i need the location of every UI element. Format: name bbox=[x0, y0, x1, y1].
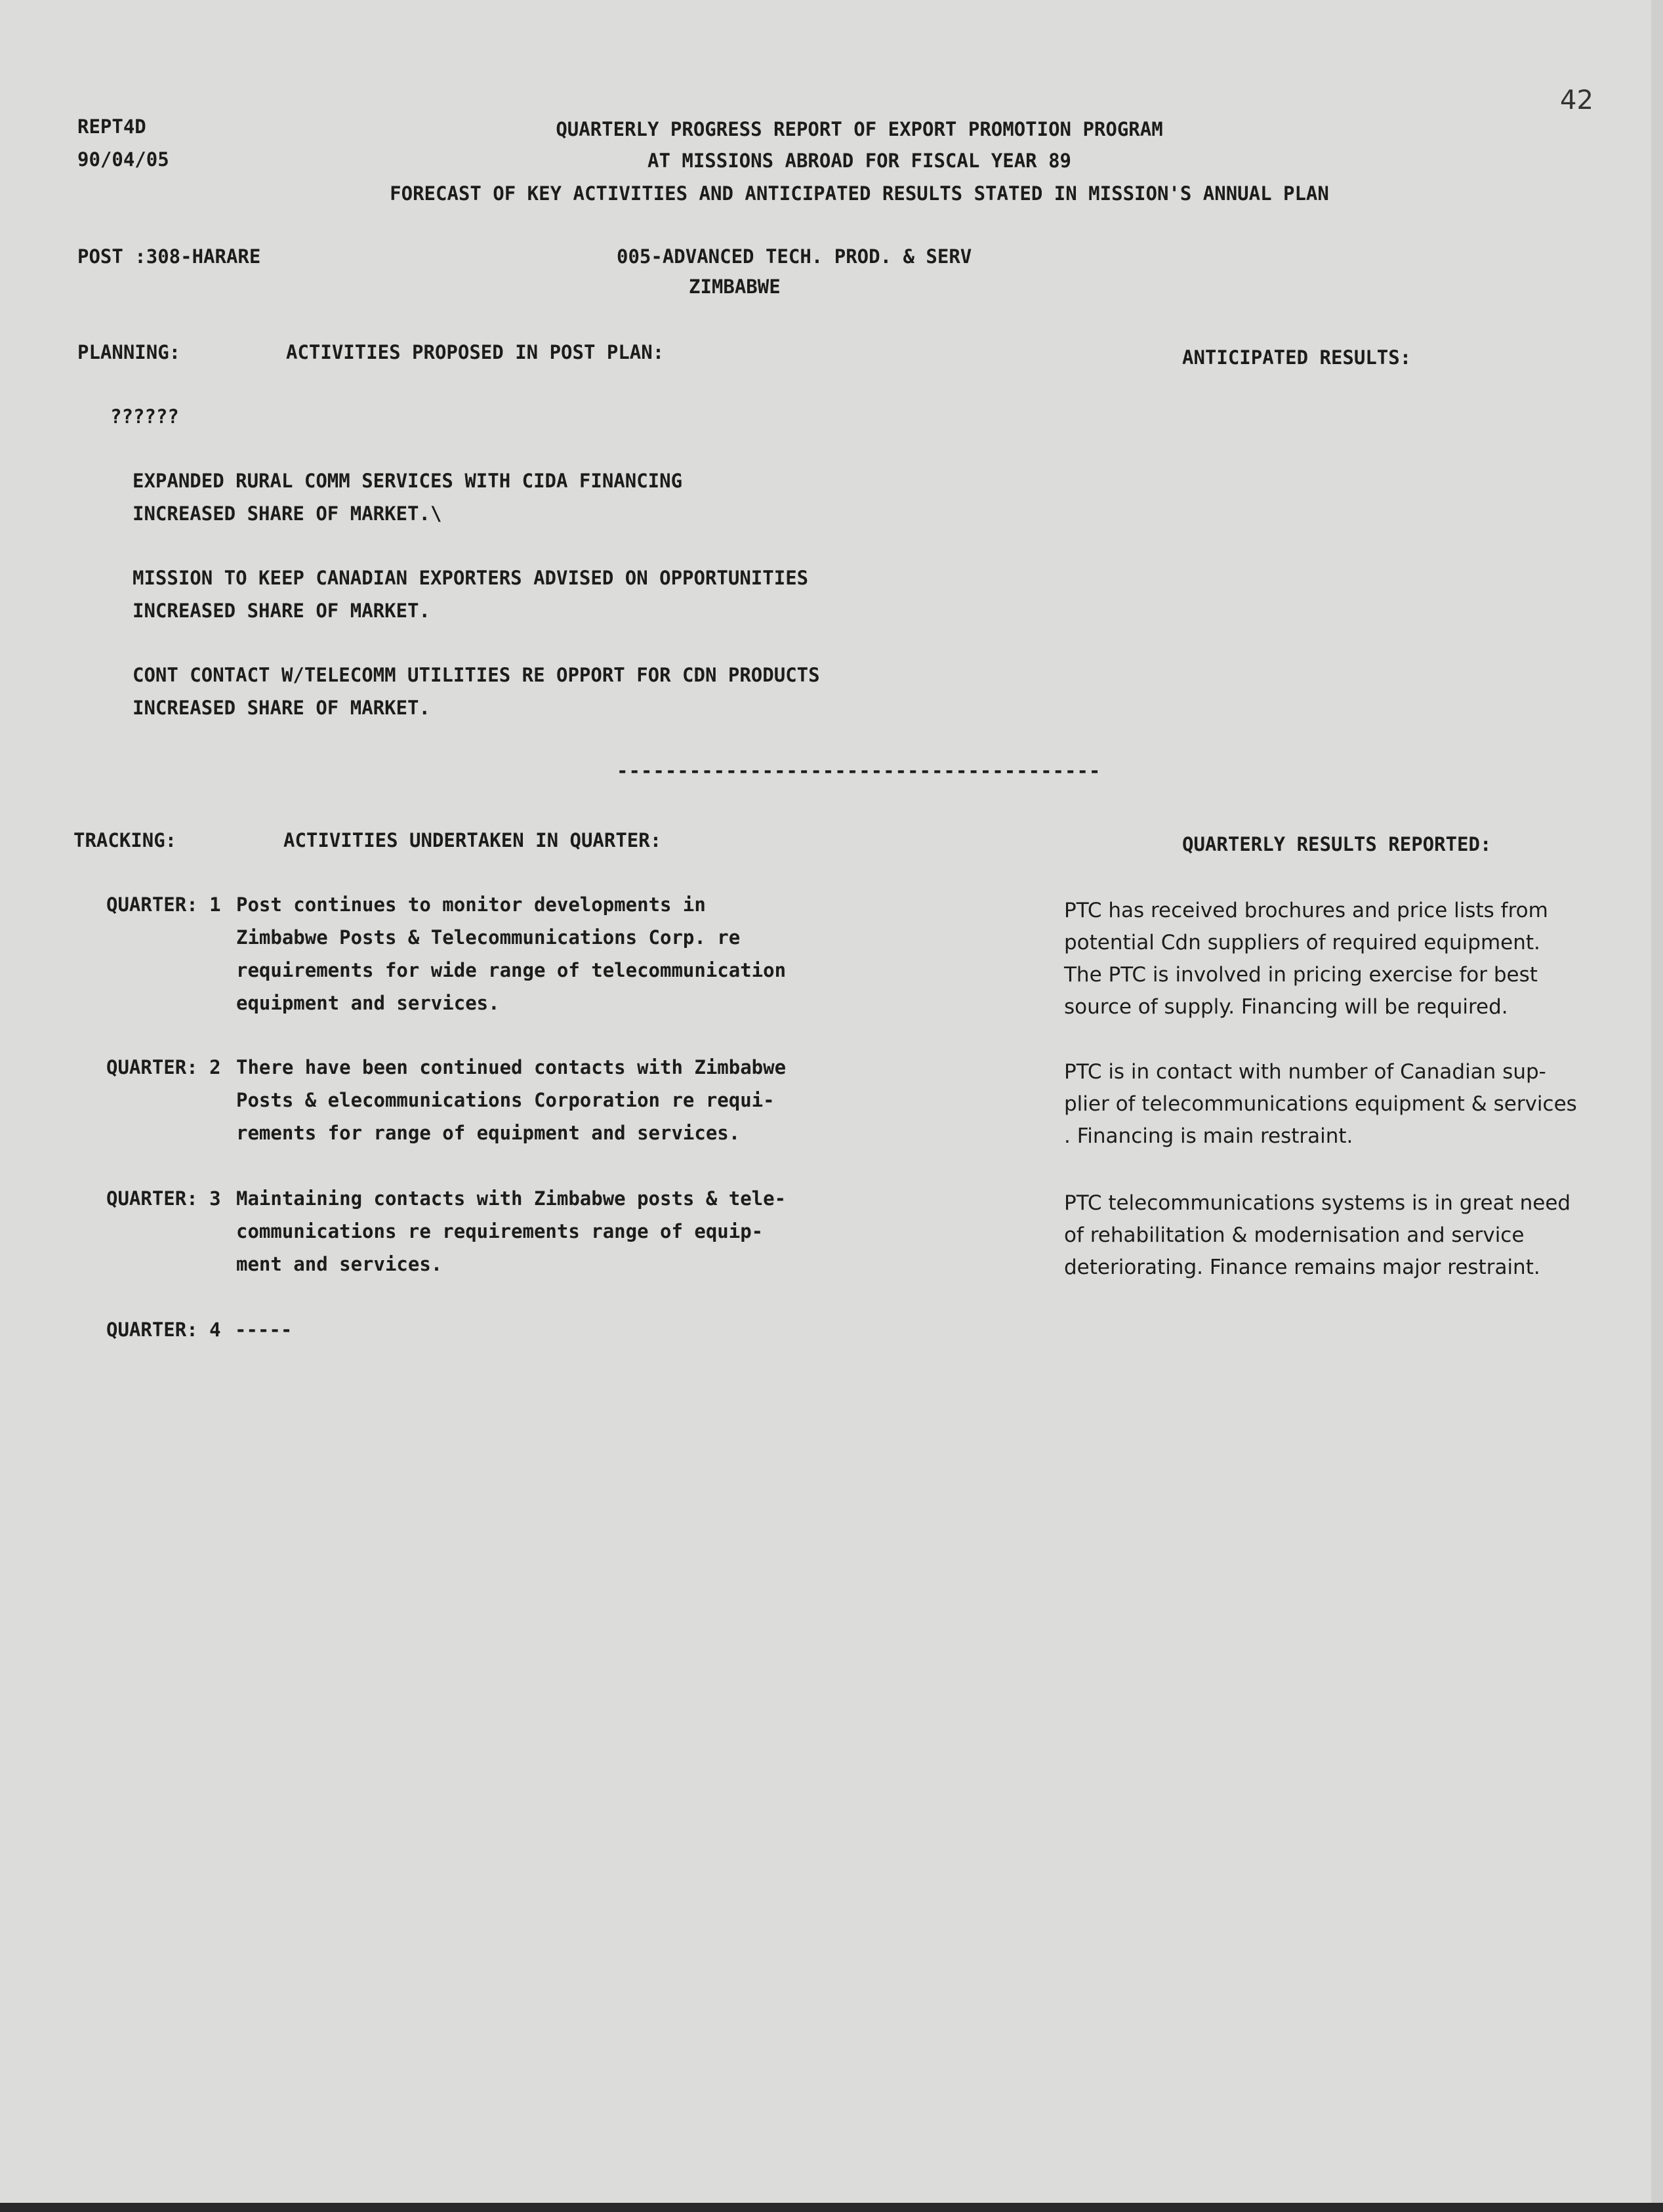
country-label: ZIMBABWE bbox=[689, 276, 781, 298]
planning-item-1-line2: INCREASED SHARE OF MARKET.\ bbox=[133, 502, 442, 525]
scan-bottom-edge bbox=[0, 2203, 1663, 2212]
sector-label: 005-ADVANCED TECH. PROD. & SERV bbox=[617, 245, 972, 268]
report-title-line3: FORECAST OF KEY ACTIVITIES AND ANTICIPATED RESULTS STATED IN MISSION'S ANNUAL PLAN bbox=[390, 182, 1329, 205]
quarter-3-label: QUARTER: 3 bbox=[106, 1187, 221, 1210]
report-id: REPT4D bbox=[77, 115, 146, 138]
quarter-2-label: QUARTER: 2 bbox=[106, 1056, 221, 1078]
quarter-1-activity: Post continues to monitor developments in Zimbabwe Posts & Telecommunications Corp. re requirements for wide range of telecommunication equipment and services. bbox=[236, 893, 787, 1014]
quarterly-results-header: QUARTERLY RESULTS REPORTED: bbox=[1182, 833, 1492, 855]
report-title-line1: QUARTERLY PROGRESS REPORT OF EXPORT PROMOTION PROGRAM bbox=[556, 118, 1163, 140]
quarter-2-result: PTC is in contact with number of Canadian sup- plier of telecommunications equipment & services . Financing is main restraint. bbox=[1064, 1060, 1577, 1148]
quarter-4-label: QUARTER: 4 bbox=[106, 1319, 221, 1341]
tracking-label: TRACKING: bbox=[73, 829, 177, 851]
quarter-1-result: PTC has received brochures and price lists from potential Cdn suppliers of required equipment. The PTC is involved in pricing exercise for best source of supply. Financing will be required. bbox=[1064, 899, 1548, 1019]
quarter-1-label: QUARTER: 1 bbox=[106, 893, 221, 916]
planning-item-2-line2: INCREASED SHARE OF MARKET. bbox=[133, 600, 430, 622]
anticipated-results-header: ANTICIPATED RESULTS: bbox=[1182, 346, 1412, 369]
planning-item-3-line1: CONT CONTACT W/TELECOMM UTILITIES RE OPPORT FOR CDN PRODUCTS bbox=[133, 664, 820, 686]
quarter-3-activity: Maintaining contacts with Zimbabwe posts & tele- communications re requirements range of equip- ment and services. bbox=[236, 1187, 787, 1275]
planning-placeholder: ?????? bbox=[110, 405, 179, 428]
page-edge-shadow bbox=[1651, 0, 1663, 2212]
post-label: POST :308-HARARE bbox=[77, 245, 261, 268]
planning-item-2-line1: MISSION TO KEEP CANADIAN EXPORTERS ADVISED ON OPPORTUNITIES bbox=[133, 567, 809, 589]
planning-item-1-line1: EXPANDED RURAL COMM SERVICES WITH CIDA FINANCING bbox=[133, 470, 683, 492]
section-divider: ---------------------------------------- bbox=[617, 760, 1101, 782]
planning-activities-header: ACTIVITIES PROPOSED IN POST PLAN: bbox=[286, 341, 665, 363]
report-title-line2: AT MISSIONS ABROAD FOR FISCAL YEAR 89 bbox=[647, 150, 1071, 172]
report-date: 90/04/05 bbox=[77, 148, 169, 171]
quarter-3-result: PTC telecommunications systems is in great need of rehabilitation & modernisation and service deteriorating. Finance remains major restraint. bbox=[1064, 1191, 1571, 1279]
planning-label: PLANNING: bbox=[77, 341, 181, 363]
planning-item-3-line2: INCREASED SHARE OF MARKET. bbox=[133, 697, 430, 719]
tracking-activities-header: ACTIVITIES UNDERTAKEN IN QUARTER: bbox=[283, 829, 662, 851]
page-number: 42 bbox=[1560, 85, 1593, 115]
quarter-4-activity: ----- bbox=[235, 1319, 293, 1341]
quarter-2-activity: There have been continued contacts with Zimbabwe Posts & elecommunications Corporation re requi- rements for range of equipment and services. bbox=[236, 1056, 787, 1144]
